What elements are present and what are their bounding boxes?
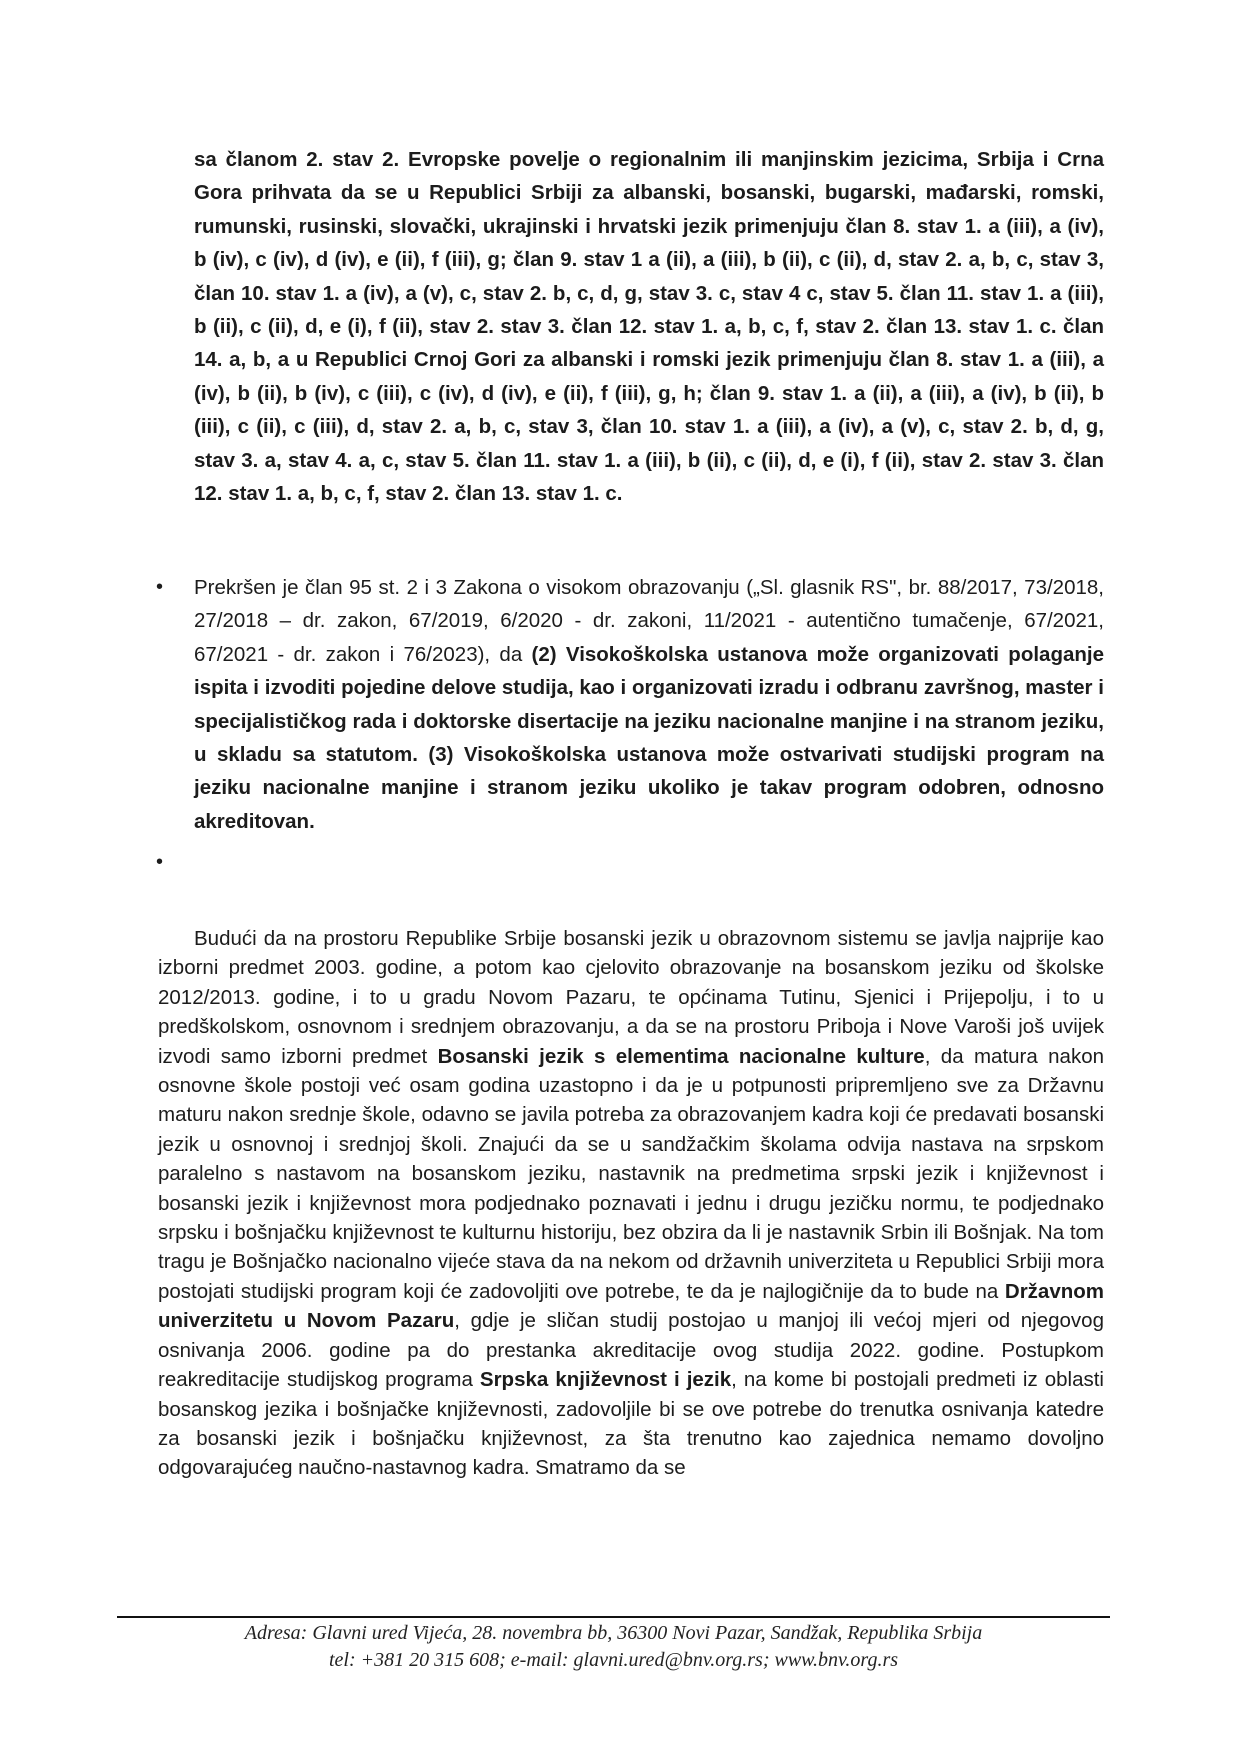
list-item-empty [152,846,1104,879]
list-item [152,571,1104,838]
footer-contact: tel: +381 20 315 608; e-mail: glavni.ured@bnv.org.rs; www.bnv.org.rs [328,1649,899,1671]
footer-divider [117,1616,1110,1618]
paragraph-text: , gdje je sličan studij postojao u manjoj ili većoj mjeri od njegovog osnivanja 2006. godine pa do prestanka akreditacije ovog studija 2022. godine. Postupkom reakreditacije studijskog programa [158,1309,1104,1392]
bullet-marker: • [156,851,164,874]
footer-address: Adresa: Glavni ured Vijeća, 28. novembra bb, 36300 Novi Pazar, Sandžak, Republika Srbija [244,1622,983,1644]
bullet-list [152,571,1104,880]
paragraph-text: , da matura nakon osnovne škole postoji već osam godina uzastopno i da je u potpunosti pripremljeno sve za Državnu maturu nakon srednje škole, odavno se javila potreba za obrazovanjem kadra koji će predavati bosanski jezik u osnovnoj i srednjoj školi. Znajući da se u sandžačkim školama odvija nastava na srpskom paralelno s nastavom na bosanskom jeziku, nastavnik na predmetima srpski jezik i književnost i bosanski jezik i književnost mora podjednako poznavati i jednu i drugu jezičku normu, te podjednako srpsku i bošnjačku književnost te kulturnu historiju, bez obzira da li je nastavnik Srbin ili Bošnjak. Na tom tragu je Bošnjačko nacionalno vijeće stava da na nekom od državnih univerziteta u Republici Srbiji mora postojati studijski program koji će zadovoljiti ove potrebe, te da je najlogičnije da to bude na [158,1044,1104,1303]
paragraph-bold-university: Državnom univerzitetu u Novom Pazaru [158,1279,1104,1333]
bullet-bold-text: (2) Visokoškolska ustanova može organizovati polaganje ispita i izvoditi pojedine delove studija, kao i organizovati izradu i odbranu završnog, master i specijalističkog rada i doktorske disertacije na jeziku nacionalne manjine i na stranom jeziku, u skladu sa statutom. (3) Visokoškolska ustanova može ostvarivati studijski program na jeziku nacionalne manjine i stranom jeziku ukoliko je takav program odobren, odnosno akreditovan. [194,642,1104,833]
paragraph-text: Budući da na prostoru Republike Srbije bosanski jezik u obrazovnom sistemu se javlja najprije kao izborni predmet 2003. godine, a potom kao cjelovito obrazovanje na bosanskom jeziku od školske 2012/2013. godine, i to u gradu Novom Pazaru, te općinama Tutinu, Sjenici i Prijepolju, i to u predškolskom, osnovnom i srednjem obrazovanju, a da se na prostoru Priboja i Nove Varoši još uvijek izvodi samo izborni predmet [158,927,1104,1068]
bullet-marker: • [156,576,164,598]
charter-provisions-text: sa članom 2. stav 2. Evropske povelje o regionalnim ili manjinskim jezicima, Srbija i Crna Gora prihvata da se u Republici Srbiji za albanski, bosanski, bugarski, mađarski, romski, rumunski, rusinski, slovački, ukrajinski i hrvatski jezik primenjuju član 8. stav 1. a (iii), a (iv), b (iv), c (iv), d (iv), e (ii), f (iii), g; član 9. stav 1 a (ii), a (iii), b (ii), c (ii), d, stav 2. a, b, c, stav 3, član 10. stav 1. a (iv), a (v), c, stav 2. b, c, d, g, stav 3. c, stav 4 c, stav 5. član 11. stav 1. a (iii), b (ii), c (ii), d, e (i), f (ii), stav 2. stav 3. član 12. stav 1. a, b, c, f, stav 2. član 13. stav 1. c. član 14. a, b, a u Republici Crnoj Gori za albanski i romski jezik primenjuju član 8. stav 1. a (iii), a (iv), b (ii), b (iv), c (iii), c (iv), d (iv), e (ii), f (iii), g, h; član 9. stav 1. a (ii), a (iii), a (iv), b (ii), b (iii), c (ii), c (iii), d, stav 2. a, b, c, stav 3, član 10. stav 1. a (iii), a (iv), a (v), c, stav 2. b, d, g, stav 3. a, stav 4. a, c, stav 5. član 11. stav 1. a (iii), b (ii), c (ii), d, e (i), f (ii), stav 2. stav 3. član 12. stav 1. a, b, c, f, stav 2. član 13. stav 1. c. [194,148,1104,506]
paragraph-bold-subject: Bosanski jezik s elementima nacionalne kulture [437,1044,925,1068]
body-paragraph [158,924,1104,1483]
paragraph-text: , na kome bi postojali predmeti iz oblasti bosanskog jezika i bošnjačke književnosti, zadovoljile bi se ove potrebe do trenutka osnivanja katedre za bosanski jezik i bošnjačku književnost, za šta trenutno kao zajednica nemamo dovoljno odgovarajućeg naučno-nastavnog kadra. Smatramo da se [158,1368,1104,1480]
paragraph-bold-program: Srpska književnost i jezik [479,1368,732,1392]
footer [117,1620,1110,1674]
bullet-intro-text: Prekršen je član 95 st. 2 i 3 Zakona o visokom obrazovanju („Sl. glasnik RS", br. 88/2017, 73/2018, 27/2018 – dr. zakon, 67/2019, 6/2020 - dr. zakoni, 11/2021 - autentično tumačenje, 67/2021, 67/2021 - dr. zakon i 76/2023), da [194,576,1104,666]
